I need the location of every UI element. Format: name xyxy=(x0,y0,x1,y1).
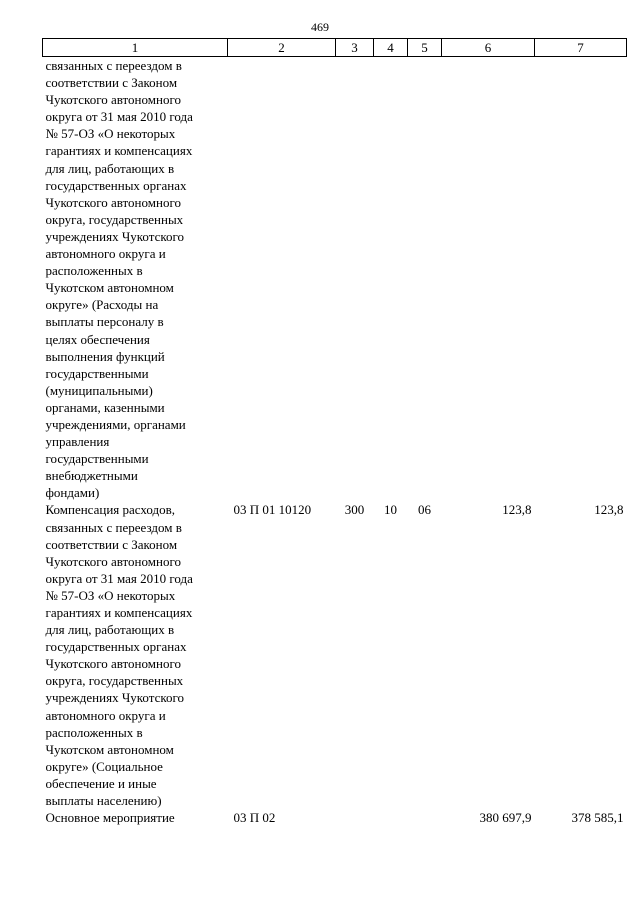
row-name-line: государственных органах xyxy=(45,639,187,655)
table-row xyxy=(43,501,627,809)
row-name-line: гарантиях и компенсациях xyxy=(45,605,193,620)
page-number: 469 xyxy=(311,20,329,34)
row-section xyxy=(374,809,408,826)
header-col-6: 6 xyxy=(442,39,535,57)
row-name-line: соответствии с Законом xyxy=(45,536,178,552)
row-name-line: связанных с переездом в xyxy=(45,58,182,73)
row-name-line: соответствии с Законом xyxy=(45,75,178,91)
row-name xyxy=(43,501,228,809)
row-name-line: округа от 31 мая 2010 года xyxy=(45,109,193,125)
row-name-line: расположенных в xyxy=(45,724,143,740)
row-code xyxy=(228,57,336,502)
header-col-7: 7 xyxy=(535,39,627,57)
row-name-line: учреждениях Чукотского xyxy=(45,228,185,244)
row-name-line: расположенных в xyxy=(45,263,143,279)
row-sum-2: 378 585,1 xyxy=(571,810,624,826)
row-name-line: учреждениями, органами xyxy=(45,416,186,432)
row-sum-2 xyxy=(535,57,627,502)
row-name-line: выплаты персоналу в xyxy=(45,314,164,330)
row-name-line: целях обеспечения xyxy=(45,331,150,347)
row-name-line: государственных органах xyxy=(45,177,187,193)
table-row xyxy=(43,809,627,826)
row-name-line: Чукотского автономного xyxy=(45,194,181,210)
row-name-line: Чукотского автономного xyxy=(45,656,181,672)
row-name-line: Чукотском автономном xyxy=(45,741,174,757)
header-col-3: 3 xyxy=(336,39,374,57)
row-name-line: Чукотском автономном xyxy=(45,280,174,296)
header-col-4: 4 xyxy=(374,39,408,57)
row-name-line: Чукотского автономного xyxy=(45,553,181,569)
row-name xyxy=(43,809,228,826)
row-name-line: (муниципальными) xyxy=(45,382,153,398)
row-name-line: округа, государственных xyxy=(45,673,184,689)
row-name-line: органами, казенными xyxy=(45,399,165,415)
budget-table xyxy=(42,38,627,826)
row-name-line: внебюджетными xyxy=(45,468,138,484)
row-subsection: 06 xyxy=(418,502,431,518)
row-code: 03 П 01 10120 xyxy=(233,502,312,518)
row-name-line: округа, государственных xyxy=(45,211,184,227)
row-name-line: фондами) xyxy=(45,485,100,501)
header-col-5: 5 xyxy=(408,39,442,57)
row-name-line: Основное мероприятие xyxy=(45,810,175,826)
header-row xyxy=(43,39,627,57)
row-expense-type xyxy=(336,809,374,826)
row-name-line: выплаты населению) xyxy=(45,793,162,809)
row-name-line: № 57-ОЗ «О некоторых xyxy=(45,587,176,603)
row-subsection xyxy=(408,57,442,502)
row-section: 10 xyxy=(384,502,397,518)
row-name xyxy=(43,57,228,502)
row-name-line: выполнения функций xyxy=(45,348,165,364)
row-expense-type: 300 xyxy=(344,502,365,518)
row-name-line: для лиц, работающих в xyxy=(45,160,175,176)
row-name-line: автономного округа и xyxy=(45,707,166,723)
header-col-2: 2 xyxy=(228,39,336,57)
row-name-line: округе» (Расходы на xyxy=(45,297,159,313)
row-sum-1: 123,8 xyxy=(502,502,532,518)
row-name-line: Компенсация расходов, xyxy=(45,502,176,518)
row-sum-1: 380 697,9 xyxy=(479,810,532,826)
row-sum-2: 123,8 xyxy=(594,502,624,518)
row-name-line: обеспечение и иные xyxy=(45,775,157,791)
row-name-line: для лиц, работающих в xyxy=(45,622,175,638)
row-name-line: гарантиях и компенсациях xyxy=(45,143,193,159)
table-body xyxy=(43,57,627,827)
row-name-line: округа от 31 мая 2010 года xyxy=(45,570,193,586)
row-subsection xyxy=(408,809,442,826)
row-code: 03 П 02 xyxy=(233,810,276,826)
table-row xyxy=(43,57,627,502)
header-col-1: 1 xyxy=(43,39,228,57)
row-name-line: управления xyxy=(45,434,110,450)
row-name-line: государственными xyxy=(45,451,149,467)
row-name-line: округе» (Социальное xyxy=(45,758,163,774)
row-sum-1 xyxy=(442,57,535,502)
row-name-line: учреждениях Чукотского xyxy=(45,690,185,706)
row-name-line: связанных с переездом в xyxy=(45,519,182,535)
row-name-line: № 57-ОЗ «О некоторых xyxy=(45,126,176,142)
row-name-line: автономного округа и xyxy=(45,246,166,262)
row-section xyxy=(374,57,408,502)
row-name-line: Чукотского автономного xyxy=(45,92,181,108)
row-expense-type xyxy=(336,57,374,502)
row-name-line: государственными xyxy=(45,365,149,381)
